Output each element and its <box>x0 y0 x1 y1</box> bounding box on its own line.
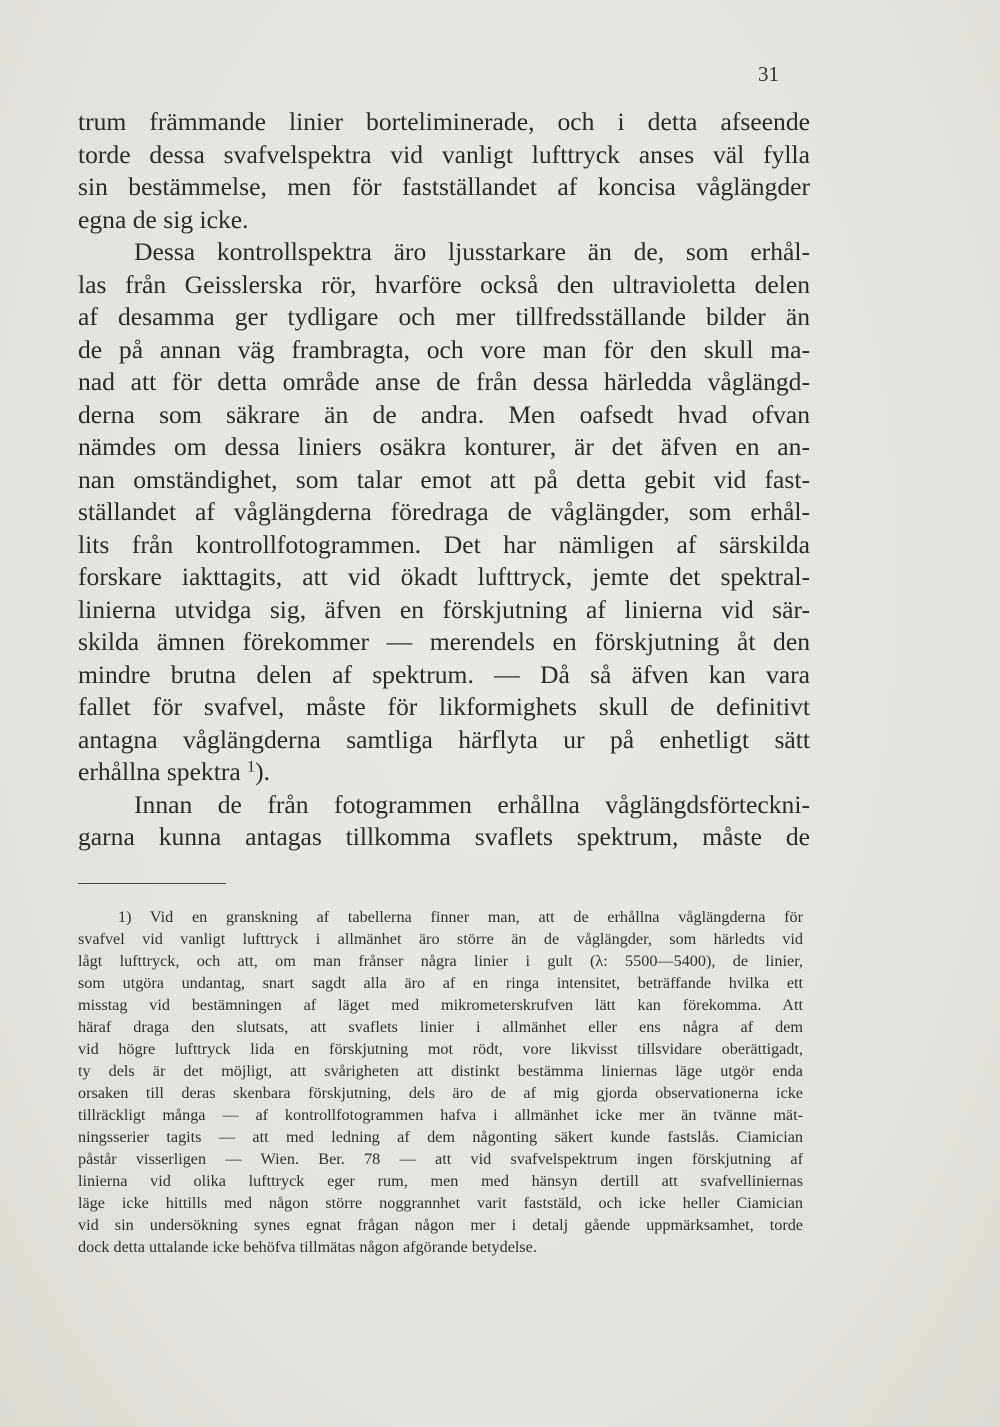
body-text <box>78 106 810 854</box>
body-line-text: erhållna spektra <box>78 757 241 786</box>
paragraph-start-line: Dessa kontrollspektra äro ljusstarkare än de, som erhål- <box>134 237 810 266</box>
body-line: torde dessa svafvelspektra vid vanligt lufttryck anses väl fylla <box>78 139 810 169</box>
body-line: skilda ämnen förekommer — merendels en förskjutning åt den <box>78 627 810 656</box>
footnote-line: lågt lufttryck, och att, om man frånser några linier i gult (λ: 5500—5400), de linier, <box>78 952 803 970</box>
footnote-reference: 1 <box>247 758 256 776</box>
body-line: mindre brutna delen af spektrum. — Då så äfven kan vara <box>78 659 810 689</box>
footnote-line: läge icke hittills med någon större noggrannhet varit faststäld, och icke heller Ciamician <box>78 1194 803 1212</box>
footnote-line: påstår visserligen — Wien. Ber. 78 — att vid svafvelspektrum ingen förskjutning af <box>78 1150 803 1168</box>
body-line: egna de sig icke. <box>78 204 249 234</box>
body-line: lits från kontrollfotogrammen. Det har nämligen af särskilda <box>78 529 810 559</box>
footnote-marker: 1) <box>118 908 132 926</box>
footnote-line: häraf draga den slutsats, att svaflets linier i allmänhet eller ens några af dem <box>78 1018 803 1036</box>
footnote-line: ningsserier tagits — att med ledning af dem någonting säkert kunde fastslås. Ciamician <box>78 1128 803 1146</box>
body-line: de på annan väg frambragta, och vore man för den skull ma- <box>78 334 810 364</box>
body-line: garna kunna antagas tillkomma svaflets spektrum, måste de <box>78 822 810 851</box>
footnote-line: vid sin undersökning synes egnat frågan någon mer i detalj gående uppmärksamhet, torde <box>78 1216 803 1234</box>
footnote-line: svafvel vid vanligt lufttryck i allmänhet äro större än de våglängder, som härledts vid <box>78 930 803 948</box>
footnote-separator-rule <box>78 883 226 884</box>
body-line: nan omständighet, som talar emot att på detta gebit vid fast- <box>78 464 810 494</box>
body-line: nad att för detta område anse de från dessa härledda våglängd- <box>78 367 810 396</box>
footnote <box>78 906 803 1258</box>
footnote-line: tillräckligt många — af kontrollfotogrammen hafva i allmänhet icke mer än tvänne mät- <box>78 1106 803 1124</box>
body-line: trum främmande linier borteliminerade, och i detta afseende <box>78 107 810 136</box>
footnote-line: som utgöra undantag, snart sagdt alla äro af en ringa intensitet, beträffande hvilka ett <box>78 974 803 992</box>
body-line: sin bestämmelse, men för fastställandet af koncisa våglängder <box>78 172 810 201</box>
body-line-with-footnote-ref <box>78 756 810 789</box>
body-line: las från Geisslerska rör, hvarföre också den ultravioletta delen <box>78 269 810 299</box>
body-line: nämdes om dessa liniers osäkra konturer, är det äfven en an- <box>78 432 810 461</box>
footnote-line-text: Vid en granskning af tabellerna finner man, att de erhållna våglängderna för <box>149 908 803 926</box>
body-line: fallet för svafvel, måste för likformighets skull de definitivt <box>78 692 810 721</box>
page-number: 31 <box>758 62 779 86</box>
body-line: antagna våglängderna samtliga härflyta ur på enhetligt sätt <box>78 724 810 754</box>
footnote-line: ty dels är det möjligt, att svårigheten att distinkt bestämma liniernas läge utgör enda <box>78 1062 803 1080</box>
footnote-line: vid högre lufttryck lida en förskjutning mot rödt, vore likvisst tillsvidare oberättigadt, <box>78 1040 803 1058</box>
footnote-line: misstag vid bestämningen af läget med mikrometerskrufven lätt kan förekomma. Att <box>78 996 803 1014</box>
body-line: ställandet af våglängderna föredraga de våglängder, som erhål- <box>78 497 810 526</box>
body-line: forskare iakttagits, att vid ökadt lufttryck, jemte det spektral- <box>78 562 810 591</box>
body-line: af desamma ger tydligare och mer tillfredsställande bilder än <box>78 302 810 331</box>
footnote-line: dock detta uttalande icke behöfva tillmätas någon afgörande betydelse. <box>78 1238 537 1256</box>
footnote-first-line <box>78 906 803 928</box>
body-line: derna som säkrare än de andra. Men oafsedt hvad ofvan <box>78 399 810 429</box>
body-line: linierna utvidga sig, äfven en förskjutning af linierna vid sär- <box>78 594 810 624</box>
footnote-line: orsaken till deras skenbara förskjutning, dels äro de af mig gjorda observationerna icke <box>78 1084 803 1102</box>
footnote-line: linierna vid olika lufttryck eger rum, men med hänsyn dertill att svafvelliniernas <box>78 1172 803 1190</box>
paragraph-start-line: Innan de från fotogrammen erhållna våglängdsförteckni- <box>134 789 810 819</box>
footnote-reference-close: ). <box>255 757 270 786</box>
